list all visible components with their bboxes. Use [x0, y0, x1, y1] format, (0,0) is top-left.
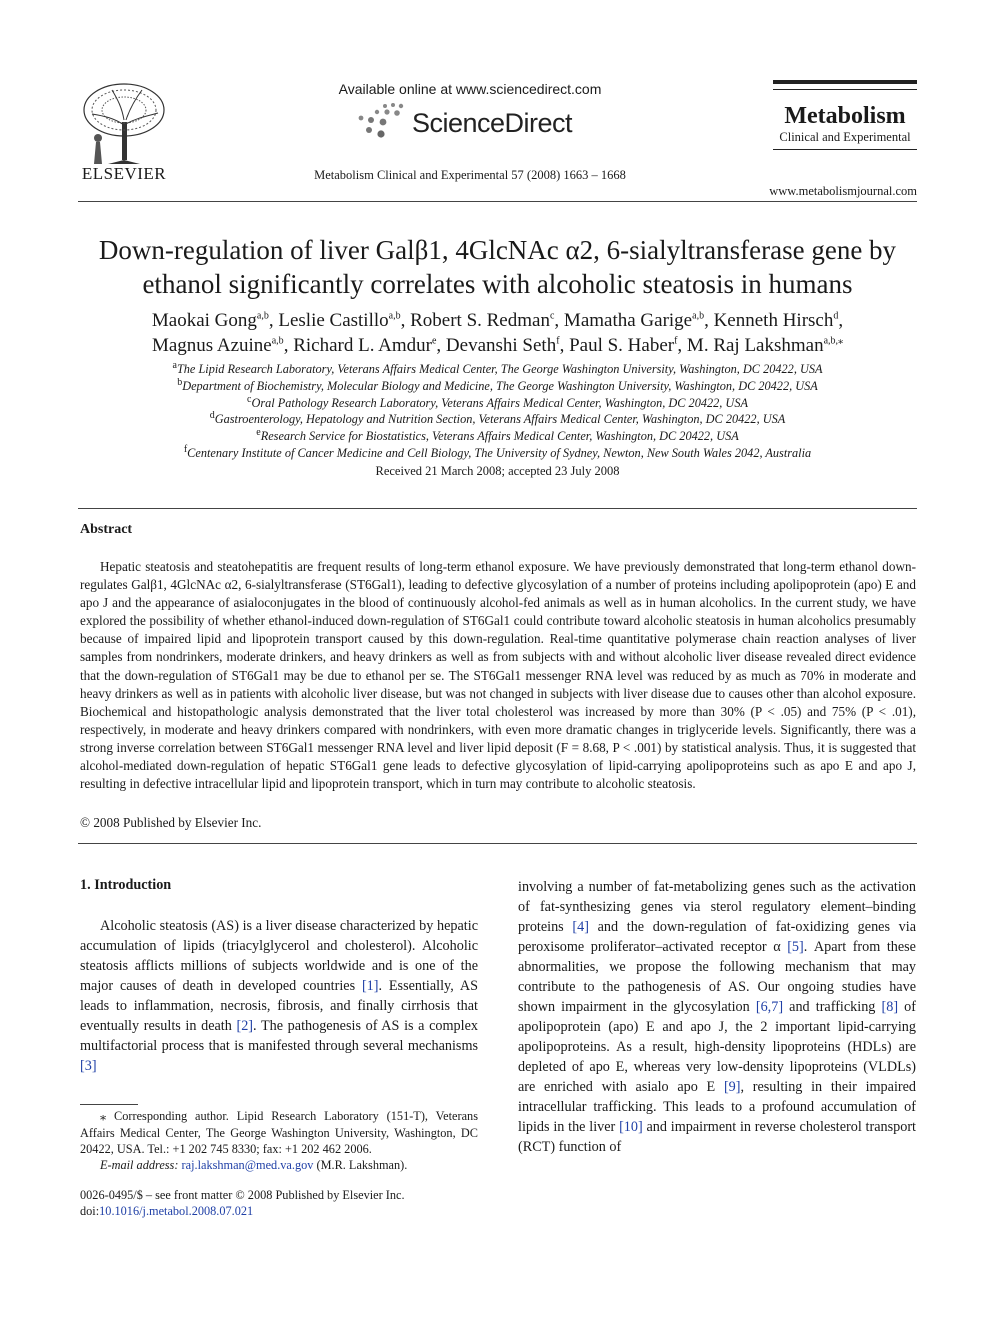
- author-name: Kenneth Hirsch: [713, 310, 834, 331]
- affiliation-line: [60, 411, 935, 428]
- author-separator: ,: [554, 310, 564, 331]
- affiliation-line: [60, 445, 935, 462]
- author-name: Devanshi Seth: [445, 335, 557, 356]
- author-separator: ,: [400, 310, 411, 331]
- corresponding-author-mark[interactable]: ⁎: [838, 335, 844, 347]
- affiliation-marker: f: [183, 443, 188, 455]
- author-affiliation-marker: d: [833, 310, 839, 322]
- affiliation-text: Department of Biochemistry, Molecular Biology and Medicine, The George Washington University, Washington, DC 20422, USA: [182, 378, 818, 393]
- author-name: Paul S. Haber: [569, 335, 675, 356]
- author-affiliation-marker: a,b: [256, 310, 269, 322]
- intro-heading: 1. Introduction: [80, 877, 172, 893]
- author-list: [60, 308, 935, 358]
- author-separator: ,: [704, 310, 714, 331]
- author-separator: ,: [283, 335, 294, 356]
- available-online: Available online at www.sciencedirect.com: [338, 81, 602, 97]
- publisher-name: ELSEVIER: [81, 164, 167, 183]
- affiliation-line: [60, 378, 935, 395]
- sciencedirect-dots-icon: [355, 102, 411, 142]
- author-name: Leslie Castillo: [278, 310, 389, 331]
- author-affiliation-marker: f: [674, 335, 678, 347]
- journal-rule-thin: [773, 89, 917, 90]
- journal-rule-thick: [773, 80, 917, 84]
- affiliations: [60, 361, 935, 462]
- abstract-body: Hepatic steatosis and steatohepatitis are frequent results of long-term ethanol exposure. We have previously demonstrated that long-term ethanol down-regulates Galβ1, 4GlcNAc α2, 6-sialyltransferase (ST6Gal1), leading to defective glycosylation of a number of proteins including apolipoprotein (apo) E and apo J and the appearance of asialoconjugates in the blood of continuously alcohol-fed animals as well as in human alcoholics. In the current study, we have explored the possibility of whether ethanol-induced down-regulation of ST6Gal1 could contribute toward alcoholic steatosis in human alcoholics presumably because of impaired lipid and lipoprotein transport caused by this down-regulation. Real-time quantitative polymerase chain reaction analyses of liver samples from nondrinkers, moderate drinkers, and heavy drinkers as well as from subjects with and without alcoholic liver disease revealed direct evidence that the down-regulation of ST6Gal1 may be due to ethanol per se. The ST6Gal1 messenger RNA level was reduced by as much as 70% in moderate and heavy drinkers as well as in patients with alcoholic liver disease, but was not changed in subjects with liver disease due to causes other than alcohol exposure. Biochemical and histopathologic analysis demonstrated that the liver total cholesterol was increased by more than 30% (P < .05) and 75% (P < .01), respectively, in moderate and heavy drinkers compared with nondrinkers, with even more dramatic changes in triglyceride levels. Significantly, there was a strong inverse correlation between ST6Gal1 messenger RNA level and liver lipid deposit (F = 8.68, P < .001) by statistical analysis. Thus, it is suggested that alcohol-mediated down-regulation of hepatic ST6Gal1 gene leads to defective glycosylation of lipid-carrying apolipoproteins such as apo E and apo J, resulting in defective intracellular lipid and lipoprotein transport, which in turn may contribute to alcoholic steatosis.: [80, 559, 916, 792]
- ref-link-5[interactable]: [5]: [787, 939, 804, 955]
- footnote-rule: [80, 1104, 138, 1105]
- author-name: Magnus Azuine: [151, 335, 272, 356]
- ref-link-1[interactable]: [1]: [361, 978, 379, 994]
- authors-line-2: [60, 333, 935, 358]
- affiliation-text: Research Service for Biostatistics, Veterans Affairs Medical Center, Washington, DC 20422, USA: [260, 429, 739, 444]
- intro-paragraph-right: involving a number of fat-metabolizing genes such as the activation of fat-synthesizing genes via sterol regulatory element–binding proteins [4] and the down-regulation of fat-oxidizing genes via peroxisome proliferator–activated receptor α [5]. Apart from these abnormalities, we propose the following mechanism that may contribute to the pathogenesis of AS. Our ongoing studies have shown impairment in the glycosylation [6,7] and trafficking [8] of apolipoprotein (apo) E and apo J, the 2 important lipid-carrying apolipoproteins. As a result, high-density lipoproteins (HDLs) are depleted of apo E, whereas very low-density lipoproteins (VLDLs) are enriched with asialo apo E [9], resulting in their impaired intracellular trafficking. This leads to a profound accumulation of lipids in the liver [10] and impairment in reverse cholesterol transport (RCT) function of: [518, 879, 917, 1155]
- email-link[interactable]: raj.lakshman@med.va.gov: [181, 1158, 314, 1172]
- received-dates: Received 21 March 2008; accepted 23 July 2008: [375, 464, 620, 478]
- author-name: M. Raj Lakshman: [686, 335, 824, 356]
- journal-name: Metabolism: [784, 103, 906, 129]
- journal-citation: Metabolism Clinical and Experimental 57 (2008) 1663 – 1668: [314, 168, 626, 182]
- abstract-copyright: © 2008 Published by Elsevier Inc.: [80, 815, 262, 830]
- email-footnote: E-mail address: raj.lakshman@med.va.gov (M.R. Lakshman).: [100, 1158, 408, 1172]
- title-line-1: Down-regulation of liver Galβ1, 4GlcNAc α2, 6-sialyltransferase gene by: [98, 235, 897, 265]
- affiliation-marker: e: [256, 427, 261, 439]
- journal-url[interactable]: www.metabolismjournal.com: [769, 184, 917, 198]
- affiliation-marker: d: [209, 410, 215, 422]
- author-separator: ,: [838, 310, 844, 331]
- ref-link-4[interactable]: [4]: [572, 919, 589, 935]
- author-affiliation-marker: a,b: [692, 310, 705, 322]
- affiliation-text: Oral Pathology Research Laboratory, Veterans Affairs Medical Center, Washington, DC 20422, USA: [251, 395, 748, 410]
- ref-link-3[interactable]: [3]: [80, 1058, 97, 1074]
- author-name: Mamatha Garige: [563, 310, 693, 331]
- affiliation-marker: b: [177, 376, 183, 388]
- doi-link[interactable]: 10.1016/j.metabol.2008.07.021: [99, 1204, 254, 1218]
- affiliation-marker: c: [247, 393, 252, 405]
- affiliation-line: [60, 395, 935, 412]
- sciencedirect-logo: [355, 102, 590, 142]
- journal-subtitle: Clinical and Experimental: [779, 130, 911, 144]
- affiliation-line: [60, 428, 935, 445]
- elsevier-tree-logo: [78, 80, 170, 165]
- author-affiliation-marker: f: [556, 335, 560, 347]
- ref-link-9[interactable]: [9]: [723, 1079, 741, 1095]
- title-line-2: ethanol significantly correlates with alcoholic steatosis in humans: [142, 269, 853, 299]
- author-separator: ,: [677, 335, 687, 356]
- affiliation-marker: a: [172, 359, 177, 371]
- abstract-heading: Abstract: [80, 522, 133, 537]
- author-separator: ,: [559, 335, 570, 356]
- author-affiliation-marker: e: [431, 335, 437, 347]
- header-rule: [78, 201, 917, 202]
- affiliation-text: Gastroenterology, Hepatology and Nutrition Section, Veterans Affairs Medical Center, Washington, DC 20422, USA: [214, 412, 786, 427]
- author-separator: ,: [268, 310, 279, 331]
- abstract-rule-bottom: [78, 843, 917, 844]
- author-name: Richard L. Amdur: [293, 335, 432, 356]
- ref-link-2[interactable]: [2]: [236, 1018, 254, 1034]
- affiliation-text: The Lipid Research Laboratory, Veterans Affairs Medical Center, The George Washington University, Washington, DC 20422, USA: [176, 362, 823, 376]
- article-title: [60, 233, 935, 301]
- issn-line: 0026-0495/$ – see front matter © 2008 Published by Elsevier Inc.: [80, 1188, 405, 1202]
- author-separator: ,: [436, 335, 446, 356]
- doi-line: doi:10.1016/j.metabol.2008.07.021: [80, 1204, 254, 1218]
- author-name: Robert S. Redman: [410, 310, 550, 331]
- author-name: Maokai Gong: [151, 310, 257, 331]
- journal-rule-bottom: [773, 149, 917, 150]
- ref-link-8[interactable]: [8]: [881, 999, 899, 1015]
- author-affiliation-marker: a,b: [271, 335, 284, 347]
- ref-link-10[interactable]: [10]: [619, 1119, 643, 1135]
- corresponding-footnote: ⁎ Corresponding author. Lipid Research Laboratory (151-T), Veterans Affairs Medical Center, The George Washington University, Washington, DC 20422, USA. Tel.: +1 202 745 8330; fax: +1 202 462 2006.: [80, 1109, 478, 1156]
- sciencedirect-wordmark: ScienceDirect: [412, 108, 573, 138]
- author-affiliation-marker: a,b: [388, 310, 401, 322]
- author-affiliation-marker: c: [549, 310, 555, 322]
- abstract-rule-top: [78, 508, 917, 509]
- affiliation-text: Centenary Institute of Cancer Medicine and Cell Biology, The University of Sydney, Newton, New South Wales 2042, Australia: [187, 445, 812, 460]
- authors-line-1: [60, 308, 935, 333]
- intro-paragraph-left: Alcoholic steatosis (AS) is a liver disease characterized by hepatic accumulation of lipids (triacylglycerol and cholesterol). Alcoholic steatosis afflicts millions of subjects worldwide and is one of the major causes of death in developed countries [1]. Essentially, AS leads to inflammation, necrosis, fibrosis, and finally cirrhosis that eventually results in death [2]. The pathogenesis of AS is a complex multifactorial process that is manifested through several mechanisms [3]: [80, 918, 478, 1074]
- author-affiliation-marker: a,b,: [823, 335, 839, 347]
- ref-link-6-7[interactable]: [6,7]: [755, 999, 784, 1015]
- affiliation-line: [60, 361, 935, 378]
